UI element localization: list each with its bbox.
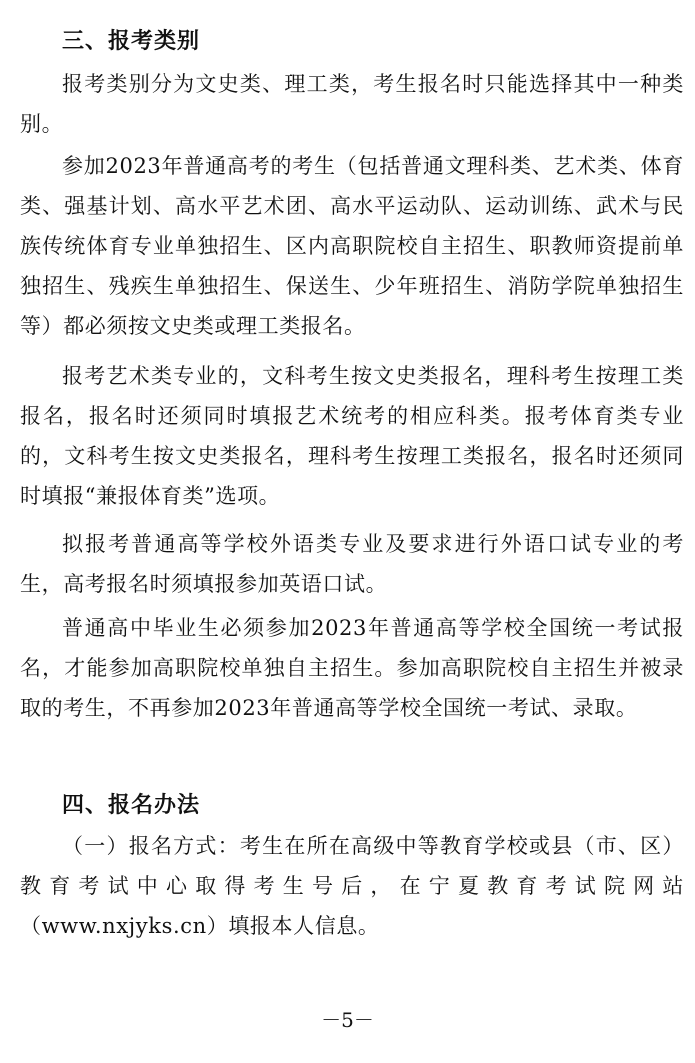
section-3-paragraph-2: 参加2023年普通高考的考生（包括普通文理科类、艺术类、体育类、强基计划、高水平艺术团、高水平运动队、运动训练、武术与民族传统体育专业单独招生、区内高职院校自主招生、职教师资提前单独招生、残疾生单独招生、保送生、少年班招生、消防学院单独招生等）都必须按文史类或理工类报名。	[20, 154, 684, 338]
section-3-paragraph-4: 拟报考普通高等学校外语类专业及要求进行外语口试专业的考生，高考报名时须填报参加英语口试。	[20, 532, 684, 596]
section-3-paragraph-1: 报考类别分为文史类、理工类，考生报名时只能选择其中一种类别。	[20, 72, 684, 136]
section-4-item-1	[20, 826, 684, 946]
section-3-paragraph-5: 普通高中毕业生必须参加2023年普通高等学校全国统一考试报名，才能参加高职院校单独自主招生。参加高职院校自主招生并被录取的考生，不再参加2023年普通高等学校全国统一考试、录取。	[20, 616, 684, 720]
section-4-heading: 四、报名办法	[62, 793, 201, 818]
page-number: －5－	[321, 1008, 374, 1032]
section-3-heading: 三、报考类别	[62, 29, 201, 54]
item-1-label: （一）报名方式：	[62, 834, 240, 858]
section-3-paragraph-3: 报考艺术类专业的，文科考生按文史类报名，理科考生按理工类报名，报名时还须同时填报艺术统考的相应科类。报考体育类专业的，文科考生按文史类报名，理科考生按理工类报名，报名时还须同时填报“兼报体育类”选项。	[20, 364, 684, 508]
item-1-text: 考生在所在高级中等教育学校或县（市、区）教育考试中心取得考生号后，在宁夏教育考试院网站（www.nxjyks.cn）填报本人信息。	[20, 834, 684, 938]
